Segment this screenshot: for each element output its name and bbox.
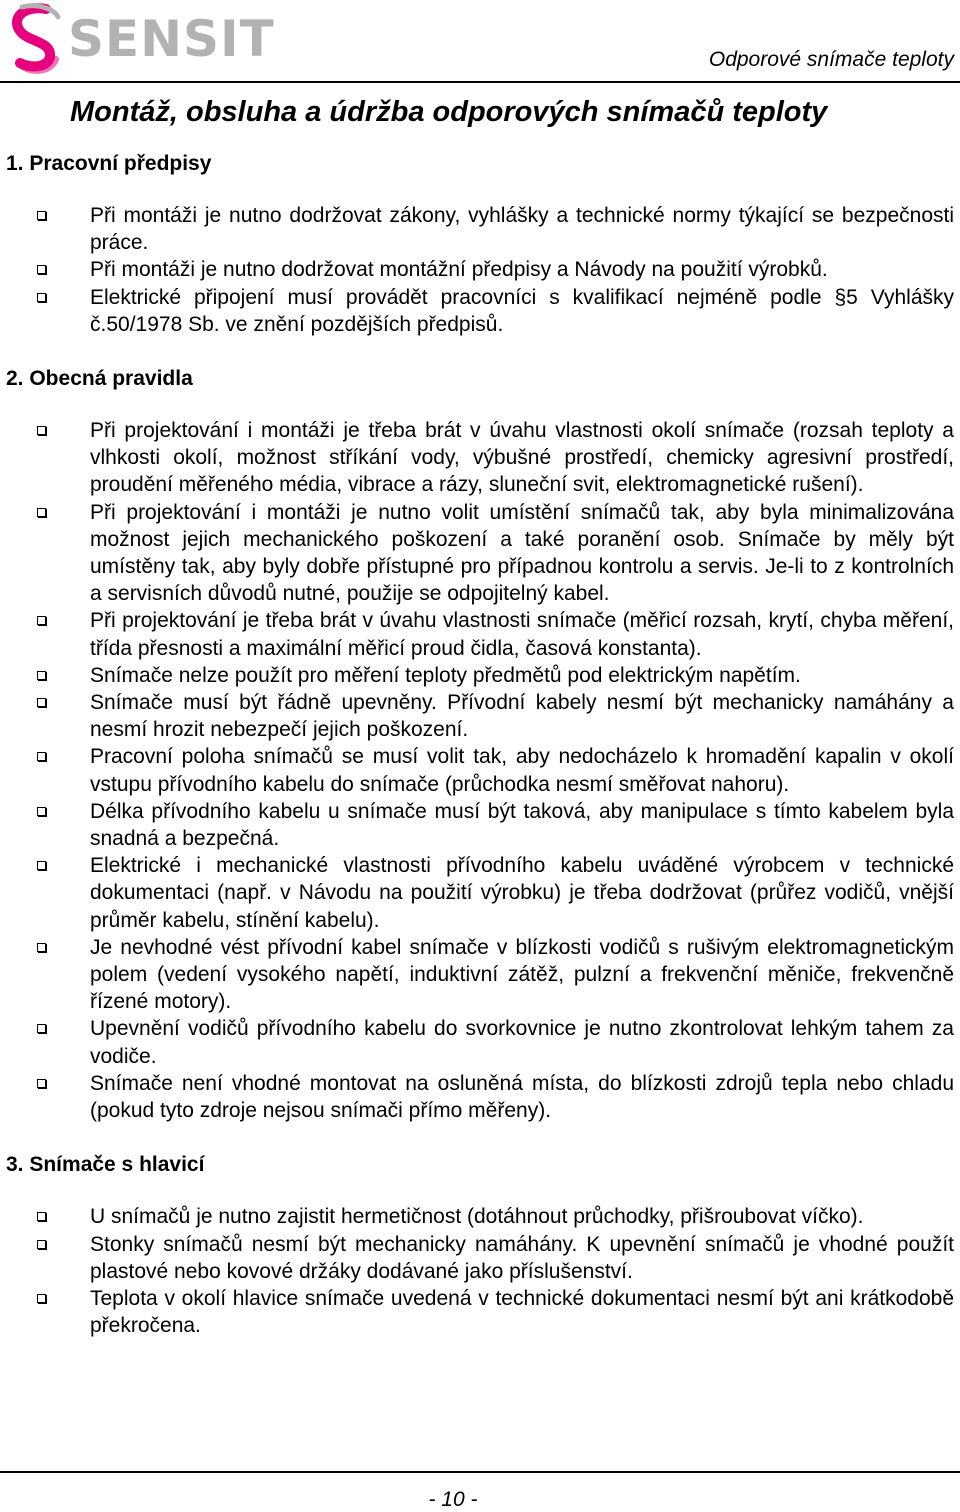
document-header-title: Odporové snímače teploty <box>708 48 954 71</box>
bullet-list <box>6 202 954 338</box>
bullet-list <box>6 417 954 1124</box>
list-item: Elektrické připojení musí provádět pracovníci s kvalifikací nejméně podle §5 Vyhlášky č.50/1978 Sb. ve znění pozdějších předpisů. <box>6 284 954 338</box>
checkbox-bullet-icon <box>37 752 46 761</box>
checkbox-bullet-icon <box>37 1079 46 1088</box>
list-item: Snímače nelze použít pro měření teploty předmětů pod elektrickým napětím. <box>6 662 954 689</box>
list-item: Upevnění vodičů přívodního kabelu do svorkovnice je nutno zkontrolovat lehkým tahem za vodiče. <box>6 1015 954 1069</box>
checkbox-bullet-icon <box>37 1240 46 1249</box>
page-title: Montáž, obsluha a údržba odporových snímačů teploty <box>70 96 828 128</box>
list-item: Při projektování i montáži je nutno volit umístění snímačů tak, aby byla minimalizována možnost jejich mechanického poškození a také poranění osob. Snímače by měly být umístěny tak, aby byly dobře přístupné pro případnou kontrolu a servis. Je-li to z kontrolních a servisních důvodů nutné, použije se odpojitelný kabel. <box>6 499 954 608</box>
list-item: U snímačů je nutno zajistit hermetičnost (dotáhnout průchodky, přišroubovat víčko). <box>6 1203 954 1230</box>
list-item: Délka přívodního kabelu u snímače musí být taková, aby manipulace s tímto kabelem byla snadná a bezpečná. <box>6 798 954 852</box>
page-header <box>0 0 960 82</box>
list-item: Pracovní poloha snímačů se musí volit tak, aby nedocházelo k hromadění kapalin v okolí vstupu přívodního kabelu do snímače (průchodka nesmí směřovat nahoru). <box>6 743 954 797</box>
page-number: - 10 - <box>428 1488 478 1511</box>
checkbox-bullet-icon <box>37 616 46 625</box>
checkbox-bullet-icon <box>37 1212 46 1221</box>
list-item: Elektrické i mechanické vlastnosti přívodního kabelu uváděné výrobcem v technické dokumentaci (např. v Návodu na použití výrobku) je třeba dodržovat (průřez vodičů, vnější průměr kabelu, stínění kabelu). <box>6 852 954 934</box>
checkbox-bullet-icon <box>37 293 46 302</box>
checkbox-bullet-icon <box>37 1024 46 1033</box>
bullet-list <box>6 1203 954 1339</box>
list-item: Stonky snímačů nesmí být mechanicky namáhány. K upevnění snímačů je vhodné použít plastové nebo kovové držáky dodávané jako příslušenství. <box>6 1231 954 1285</box>
section-heading: 3. Snímače s hlavicí <box>6 1153 205 1177</box>
checkbox-bullet-icon <box>37 426 46 435</box>
section-heading: 1. Pracovní předpisy <box>6 152 212 175</box>
checkbox-bullet-icon <box>37 943 46 952</box>
checkbox-bullet-icon <box>37 265 46 274</box>
checkbox-bullet-icon <box>37 807 46 816</box>
list-item: Při montáži je nutno dodržovat montážní předpisy a Návody na použití výrobků. <box>6 256 954 283</box>
checkbox-bullet-icon <box>37 211 46 220</box>
checkbox-bullet-icon <box>37 861 46 870</box>
logo-wordmark: SENSIT <box>68 10 275 68</box>
checkbox-bullet-icon <box>37 698 46 707</box>
list-item: Při projektování i montáži je třeba brát v úvahu vlastnosti okolí snímače (rozsah teploty a vlhkosti okolí, možnost stříkání vody, výbušné prostředí, chemicky agresivní prostředí, proudění měřeného média, vibrace a rázy, sluneční svit, elektromagnetické rušení). <box>6 417 954 499</box>
section-heading: 2. Obecná pravidla <box>6 367 193 391</box>
sensit-logo <box>6 2 275 76</box>
list-item: Snímače musí být řádně upevněny. Přívodní kabely nesmí být mechanicky namáhány a nesmí hrozit nebezpečí jejich poškození. <box>6 689 954 743</box>
section-head-sensors <box>6 1149 954 1339</box>
checkbox-bullet-icon <box>37 508 46 517</box>
list-item: Je nevhodné vést přívodní kabel snímače v blízkosti vodičů s rušivým elektromagnetickým polem (vedení vysokého napětí, induktivní zátěž, pulzní a frekvenční měniče, frekvenčně řízené motory). <box>6 934 954 1016</box>
list-item: Teplota v okolí hlavice snímače uvedená v technické dokumentaci nesmí být ani krátkodobě překročena. <box>6 1285 954 1339</box>
checkbox-bullet-icon <box>37 1294 46 1303</box>
sensit-logo-mark <box>6 3 64 75</box>
footer-rule <box>0 1471 960 1473</box>
list-item: Snímače není vhodné montovat na osluněná místa, do blízkosti zdrojů tepla nebo chladu (pokud tyto zdroje nejsou snímači přímo měřeny). <box>6 1070 954 1124</box>
document-body <box>6 148 954 1364</box>
list-item: Při projektování je třeba brát v úvahu vlastnosti snímače (měřicí rozsah, krytí, chyba měření, třída přesnosti a maximální měřicí proud čidla, časová konstanta). <box>6 607 954 661</box>
list-item: Při montáži je nutno dodržovat zákony, vyhlášky a technické normy týkající se bezpečnosti práce. <box>6 202 954 256</box>
checkbox-bullet-icon <box>37 671 46 680</box>
header-rule <box>0 81 960 83</box>
section-general-rules <box>6 363 954 1124</box>
section-work-regulations <box>6 148 954 338</box>
